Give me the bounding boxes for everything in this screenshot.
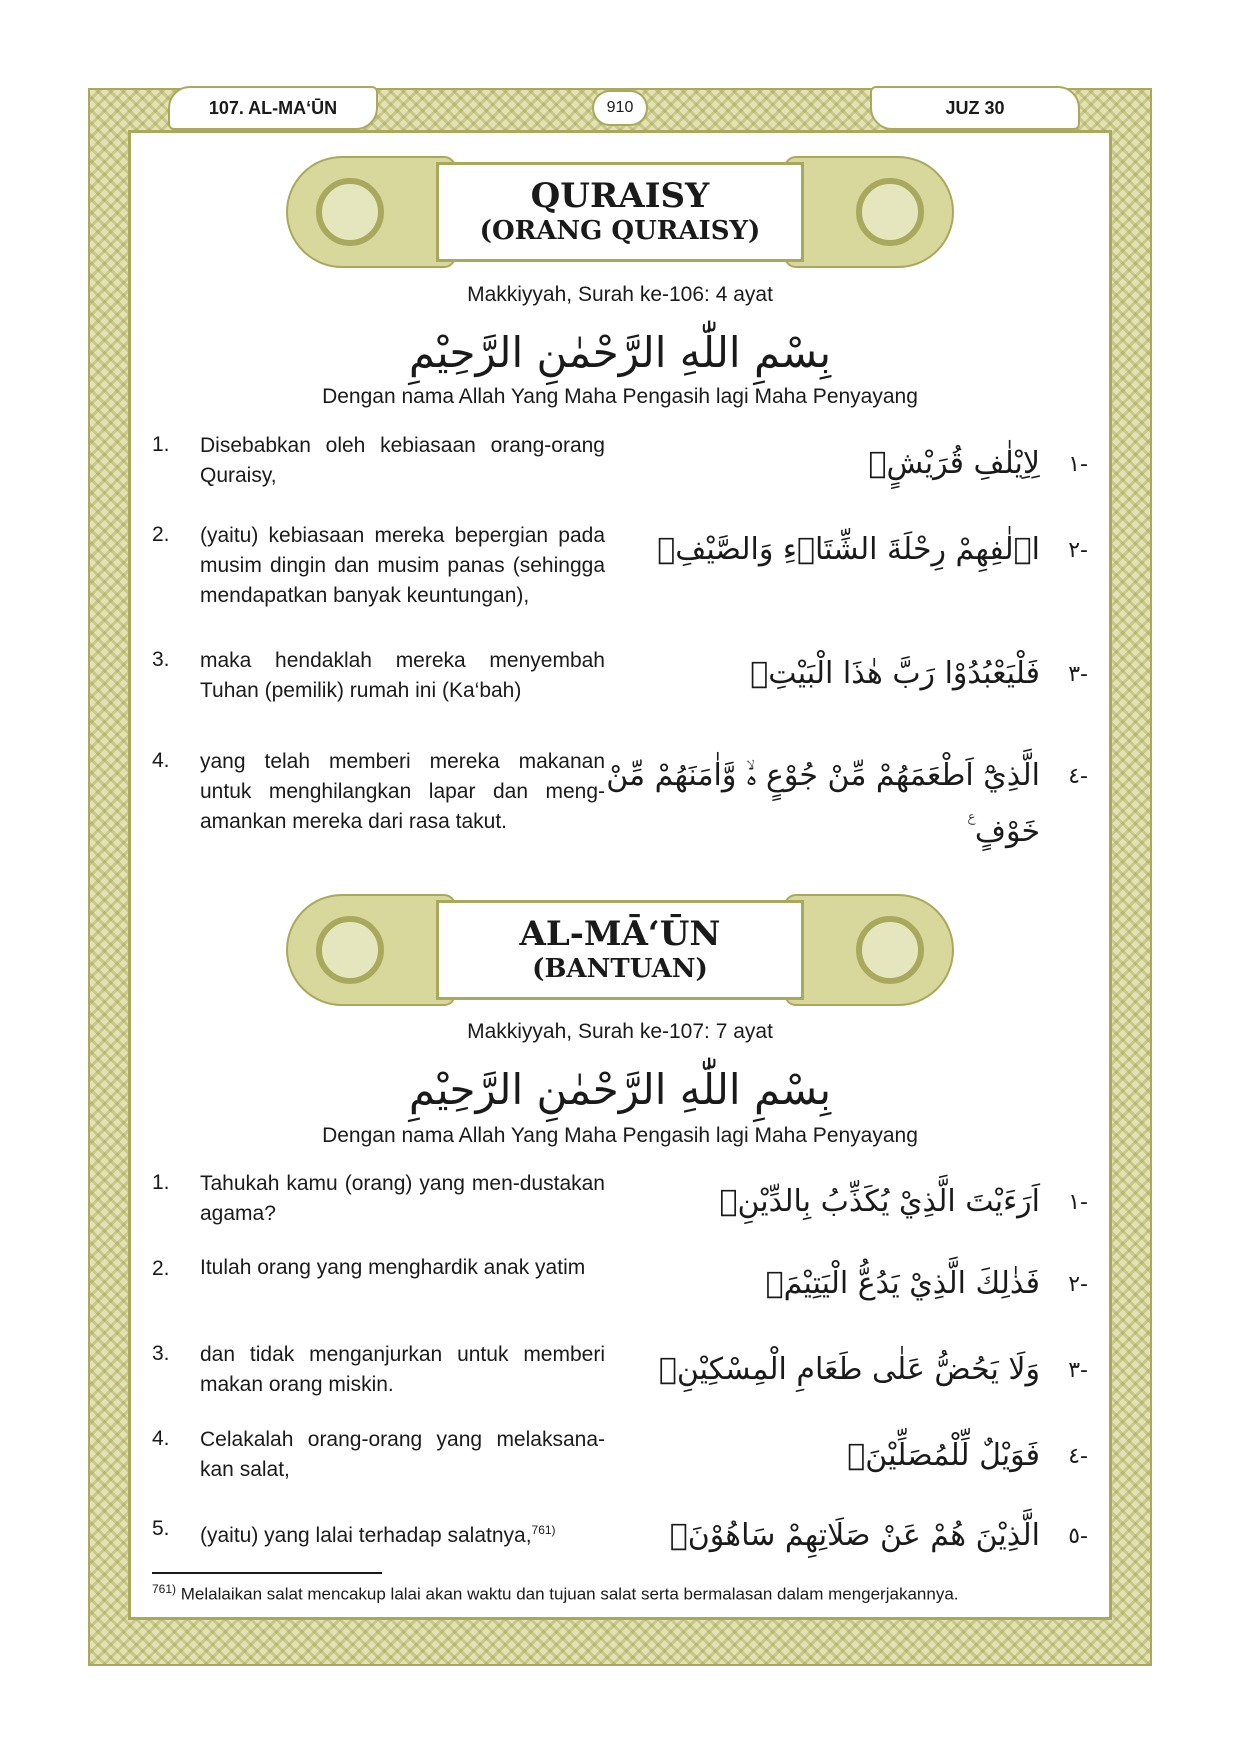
surah-meta: Makkiyyah, Surah ke-106: 4 ayat bbox=[467, 283, 773, 306]
verse-number: 2. bbox=[152, 523, 170, 546]
surah-meta: Makkiyyah, Surah ke-107: 7 ayat bbox=[467, 1020, 773, 1043]
footnote-text: Melalaikan salat mencakup lalai akan waktu dan tujuan salat serta bermalasan dalam mengerjakannya. bbox=[180, 1584, 959, 1604]
juz-tab: JUZ 30 bbox=[870, 86, 1080, 130]
verse-arabic: فَلْيَعْبُدُوْا رَبَّ هٰذَا الْبَيْتِۙ bbox=[750, 656, 1040, 691]
footnote-divider bbox=[152, 1572, 382, 1574]
verse-arabic: وَلَا يَحُضُّ عَلٰى طَعَامِ الْمِسْكِيْنِۗ bbox=[658, 1352, 1040, 1387]
verse-number: 3. bbox=[152, 1342, 170, 1365]
verse-arabic-number: -٤ bbox=[1068, 764, 1088, 789]
verse-arabic-number: -٤ bbox=[1068, 1444, 1088, 1469]
page-number: 910 bbox=[592, 90, 648, 126]
surah-title: AL-MĀ‘ŪN bbox=[519, 914, 721, 954]
verse-translation: dan tidak menganjurkan untuk memberi makan orang miskin. bbox=[200, 1343, 605, 1396]
surah-banner-quraisy bbox=[286, 156, 954, 268]
verse-arabic-number: -٣ bbox=[1068, 662, 1088, 687]
verse-arabic: الَّذِيْنَ هُمْ عَنْ صَلَاتِهِمْ سَاهُوْنَۙ bbox=[669, 1518, 1040, 1553]
verse-translation: yang telah memberi mereka makanan untuk menghilangkan lapar dan meng-amankan mereka dari rasa takut. bbox=[200, 750, 605, 833]
verse-arabic: الَّذِيْٓ اَطْعَمَهُمْ مِّنْ جُوْعٍ ەۙ وَّاٰمَنَهُمْ مِّنْ خَوْفٍ ࣖ bbox=[606, 758, 1040, 849]
basmala-translation: Dengan nama Allah Yang Maha Pengasih lagi Maha Penyayang bbox=[322, 385, 918, 408]
surah-tab: 107. AL-MA‘ŪN bbox=[168, 86, 378, 130]
ornament-left bbox=[286, 894, 456, 1006]
verse-arabic: لِاِيْلٰفِ قُرَيْشٍۙ bbox=[868, 446, 1040, 481]
verse-number: 4. bbox=[152, 1427, 170, 1450]
ornament-right bbox=[784, 156, 954, 268]
verse-number: 5. bbox=[152, 1517, 170, 1540]
verse-arabic-number: -٥ bbox=[1068, 1524, 1088, 1549]
verse-translation: maka hendaklah mereka menyembah Tuhan (pemilik) rumah ini (Ka‘bah) bbox=[200, 649, 605, 702]
verse-number: 3. bbox=[152, 648, 170, 671]
verse-arabic: اٖلٰفِهِمْ رِحْلَةَ الشِّتَاۤءِ وَالصَّيْفِۚ bbox=[657, 532, 1040, 567]
verse-arabic-number: -١ bbox=[1068, 1190, 1088, 1215]
ornament-left bbox=[286, 156, 456, 268]
verse-translation: (yaitu) yang lalai terhadap salatnya,$^{761)}$ bbox=[200, 1523, 556, 1547]
verse-arabic-number: -٢ bbox=[1068, 538, 1088, 563]
verse-arabic: فَوَيْلٌ لِّلْمُصَلِّيْنَۙ bbox=[847, 1438, 1040, 1473]
verse-arabic-number: -١ bbox=[1068, 452, 1088, 477]
verse-arabic-number: -٢ bbox=[1068, 1272, 1088, 1297]
verse-number: 4. bbox=[152, 749, 170, 772]
verse-number: 1. bbox=[152, 1171, 170, 1194]
ornament-right bbox=[784, 894, 954, 1006]
verse-number: 1. bbox=[152, 433, 170, 456]
surah-subtitle: (BANTUAN) bbox=[532, 954, 708, 984]
footnote-marker: 761) bbox=[152, 1582, 177, 1596]
verse-translation: Itulah orang yang menghardik anak yatim bbox=[200, 1256, 586, 1279]
verse-arabic: فَذٰلِكَ الَّذِيْ يَدُعُّ الْيَتِيْمَۙ bbox=[765, 1266, 1040, 1301]
footnote bbox=[152, 1582, 1092, 1605]
verse-arabic: اَرَءَيْتَ الَّذِيْ يُكَذِّبُ بِالدِّيْنِۗ bbox=[719, 1184, 1040, 1219]
verse-translation: Disebabkan oleh kebiasaan orang-orang Quraisy, bbox=[200, 434, 605, 487]
surah-banner-al-maun bbox=[286, 894, 954, 1006]
basmala-arabic: بِسْمِ اللّٰهِ الرَّحْمٰنِ الرَّحِيْمِ bbox=[408, 1065, 832, 1114]
surah-title: QURAISY bbox=[530, 176, 710, 216]
verse-translation: Tahukah kamu (orang) yang men-dustakan agama? bbox=[200, 1172, 605, 1225]
surah-subtitle: (ORANG QURAISY) bbox=[479, 216, 761, 246]
footnote-ref[interactable]: 761) bbox=[531, 1523, 556, 1537]
verse-arabic-number: -٣ bbox=[1068, 1358, 1088, 1383]
basmala-translation: Dengan nama Allah Yang Maha Pengasih lagi Maha Penyayang bbox=[322, 1124, 918, 1147]
verse-translation: Celakalah orang-orang yang melaksana-kan salat, bbox=[200, 1428, 605, 1481]
basmala-arabic: بِسْمِ اللّٰهِ الرَّحْمٰنِ الرَّحِيْمِ bbox=[408, 328, 832, 377]
verse-translation: (yaitu) kebiasaan mereka bepergian pada musim dingin dan musim panas (sehingga mendapatkan banyak keuntungan), bbox=[200, 524, 605, 607]
verse-number: 2. bbox=[152, 1257, 170, 1280]
